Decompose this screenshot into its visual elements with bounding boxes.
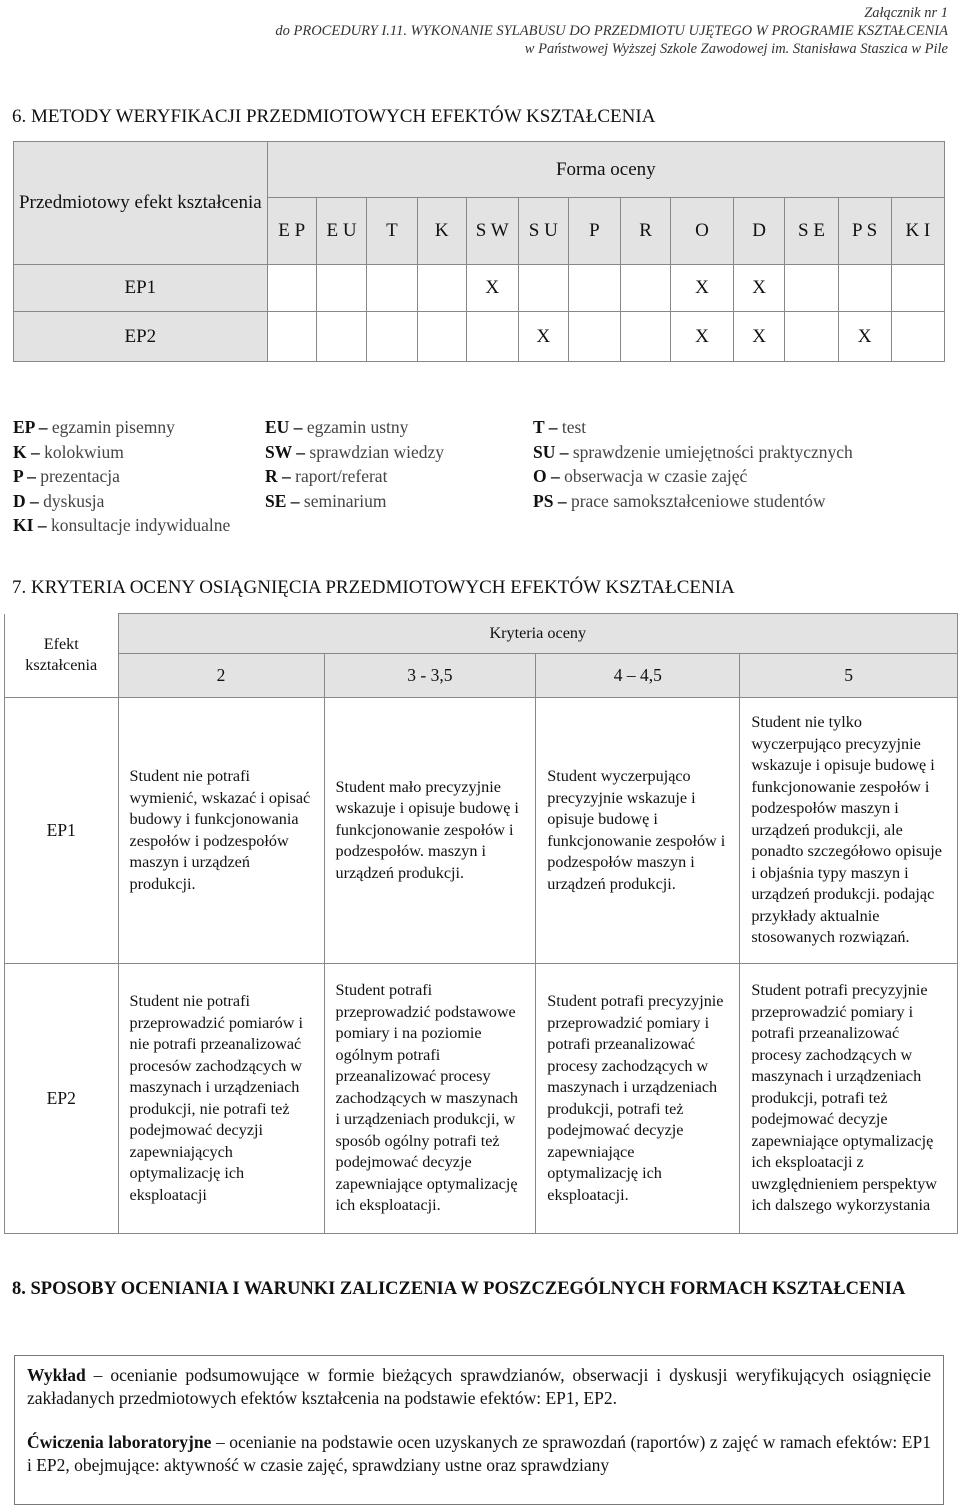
legend-description: sprawdzian wiedzy xyxy=(309,441,445,462)
assessment-criteria-table xyxy=(4,613,958,1234)
legend-dash: – xyxy=(555,441,573,462)
method-mark-cell: X xyxy=(838,312,891,362)
legend-description: obserwacja w czasie zajęć xyxy=(564,466,748,486)
assessment-paragraph xyxy=(27,1364,931,1410)
legend-dash: – xyxy=(33,515,51,535)
legend-code: P xyxy=(13,466,23,486)
legend-item xyxy=(533,415,586,440)
legend-code: SE xyxy=(265,490,287,511)
effect-row-label: EP1 xyxy=(14,265,268,312)
criteria-cell: Student nie potrafi wymienić, wskazać i opisać budowy i funkcjonowania zespołów i podzespołów maszyn i urządzeń produkcji. xyxy=(129,767,311,893)
criteria-cell: Student potrafi precyzyjnie przeprowadzić pomiary i potrafi przeanalizować procesy zachodzących w maszynach i urządzeniach produkcji, potrafi też podejmować decyzje zapewniające optymalizację ich eksploatacji z uwzględnieniem perspektyw ich dalszego wykorzystania xyxy=(751,981,937,1215)
method-mark-cell: X xyxy=(733,265,785,312)
form-description: – ocenianie podsumowujące w formie bieżących sprawdzianów, obserwacji i dyskusji weryfikujących osiągnięcie zakładanych przedmiotowych efektów kształcenia na podstawie efektów: EP1, EP2. xyxy=(27,1365,931,1408)
grade-header: 2 xyxy=(118,654,324,698)
legend-dash: – xyxy=(26,441,45,462)
method-mark-cell xyxy=(785,312,838,362)
legend-dash: – xyxy=(22,466,41,486)
legend-dash: – xyxy=(289,417,307,437)
header-attachment: Załącznik nr 1 xyxy=(864,5,948,21)
grade-header: 5 xyxy=(740,654,958,698)
criteria-cell: Student potrafi precyzyjnie przeprowadzić pomiary i potrafi przeanalizować procesy zachodzących w maszynach i urządzeniach produkcji, potrafi też podejmować decyzje zapewniające optymalizację ich eksploatacji. xyxy=(547,992,724,1204)
legend-dash: – xyxy=(277,466,296,486)
legend-code: T xyxy=(533,417,545,437)
method-mark-cell xyxy=(569,312,621,362)
section-8-title: 8. SPOSOBY OCENIANIA I WARUNKI ZALICZENIA W POSZCZEGÓLNYCH FORMACH KSZTAŁCENIA xyxy=(12,1279,906,1299)
grade-header: 4 – 4,5 xyxy=(536,654,740,698)
legend-description: egzamin pisemny xyxy=(51,417,175,437)
legend-code: SU xyxy=(533,441,556,462)
legend-code: D xyxy=(13,490,26,511)
effect-header: Efekt kształcenia xyxy=(5,614,119,698)
method-column-header: E P xyxy=(267,198,316,265)
method-column-header: S E xyxy=(785,198,838,265)
legend-dash: – xyxy=(286,490,304,511)
legend-item xyxy=(533,489,826,514)
method-mark-cell xyxy=(620,312,670,362)
method-mark-cell xyxy=(569,265,621,312)
legend-code: EU xyxy=(265,417,290,437)
legend-item xyxy=(533,464,747,489)
grade-header: 3 - 3,5 xyxy=(324,654,536,698)
criteria-cell: Student wyczerpująco precyzyjnie wskazuje i opisuje budowę i funkcjonowanie zespołów i podzespołów maszyn i urządzeń produkcji. xyxy=(547,767,726,893)
criteria-cell: Student potrafi przeprowadzić podstawowe pomiary i na poziomie ogólnym potrafi przeanalizować procesy zachodzących w maszynach i urządzeniach produkcji, w sposób ogólny potrafi też podejmować decyzje zapewniające optymalizację ich eksploatacji. xyxy=(335,981,518,1215)
form-label: Ćwiczenia laboratoryjne xyxy=(27,1432,212,1452)
effect-column-header: Przedmiotowy efekt kształcenia xyxy=(14,142,268,265)
legend-item xyxy=(13,415,175,440)
legend-item xyxy=(13,489,104,514)
document-header xyxy=(275,4,948,58)
effect-row-label: EP1 xyxy=(5,698,119,964)
method-mark-cell xyxy=(466,312,518,362)
method-column-header: S U xyxy=(518,198,568,265)
legend-item xyxy=(265,415,408,440)
method-mark-cell xyxy=(367,265,417,312)
method-column-header: K I xyxy=(891,198,944,265)
legend-code: SW xyxy=(265,441,292,462)
method-column-header: K xyxy=(417,198,466,265)
method-mark-cell xyxy=(891,265,944,312)
legend-description: prezentacja xyxy=(40,466,120,486)
legend-description: seminarium xyxy=(303,490,387,511)
section-6-title: 6. METODY WERYFIKACJI PRZEDMIOTOWYCH EFEKTÓW KSZTAŁCENIA xyxy=(12,106,656,127)
method-mark-cell xyxy=(785,265,838,312)
legend-dash: – xyxy=(291,441,310,462)
legend-description: dyskusja xyxy=(43,490,105,511)
legend-description: prace samokształceniowe studentów xyxy=(570,490,826,511)
legend-item xyxy=(265,440,444,465)
legend-description: kolokwium xyxy=(44,441,124,462)
legend-description: konsultacje indywidualne xyxy=(50,515,231,535)
method-column-header: S W xyxy=(466,198,518,265)
criteria-cell: Student nie potrafi przeprowadzić pomiarów i nie potrafi przeanalizować procesów zachodzących w maszynach i urządzeniach produkcji, nie potrafi też podejmować decyzji zapewniających optymalizację ich eksploatacji xyxy=(129,992,304,1204)
method-column-header: T xyxy=(367,198,417,265)
method-mark-cell xyxy=(417,265,466,312)
form-description: – ocenianie na podstawie ocen uzyskanych ze sprawozdań (raportów) z zajęć w ramach efektów: EP1 i EP2, obejmujące: aktywność w czasie zajęć, sprawdziany ustne oraz sprawdziany xyxy=(27,1432,931,1475)
effect-row-label: EP2 xyxy=(14,312,268,362)
method-mark-cell: X xyxy=(671,265,733,312)
method-column-header: D xyxy=(733,198,785,265)
legend-dash: – xyxy=(544,417,562,437)
forma-oceny-header: Forma oceny xyxy=(267,142,944,198)
kryteria-header: Kryteria oceny xyxy=(118,614,957,654)
method-mark-cell: X xyxy=(671,312,733,362)
method-column-header: P xyxy=(569,198,621,265)
criteria-cell: Student mało precyzyjnie wskazuje i opisuje budowę i funkcjonowanie zespołów i podzespołów. maszyn i urządzeń produkcji. xyxy=(335,777,519,882)
assessment-methods-box xyxy=(14,1355,944,1505)
method-mark-cell xyxy=(838,265,891,312)
legend-code: KI xyxy=(13,515,34,535)
legend-dash: – xyxy=(25,490,44,511)
method-mark-cell xyxy=(891,312,944,362)
legend-description: egzamin ustny xyxy=(306,417,409,437)
method-mark-cell xyxy=(620,265,670,312)
legend-item xyxy=(13,440,124,465)
legend-code: O xyxy=(533,466,547,486)
method-mark-cell: X xyxy=(518,312,568,362)
method-mark-cell xyxy=(267,265,316,312)
legend-description: sprawdzenie umiejętności praktycznych xyxy=(572,441,853,462)
method-mark-cell: X xyxy=(466,265,518,312)
method-column-header: P S xyxy=(838,198,891,265)
legend-item xyxy=(13,464,120,489)
legend-dash: – xyxy=(34,417,52,437)
legend-item xyxy=(533,440,853,465)
legend-item xyxy=(265,489,387,514)
method-column-header: R xyxy=(620,198,670,265)
form-label: Wykład xyxy=(27,1365,86,1385)
method-mark-cell xyxy=(417,312,466,362)
effect-row-label: EP2 xyxy=(5,964,119,1234)
header-procedure: do PROCEDURY I.11. WYKONANIE SYLABUSU DO PRZEDMIOTU UJĘTEGO W PROGRAMIE KSZTAŁCENIA xyxy=(275,23,948,39)
method-mark-cell xyxy=(367,312,417,362)
method-column-header: E U xyxy=(316,198,366,265)
assessment-paragraph xyxy=(27,1431,931,1477)
legend-item xyxy=(13,513,230,538)
header-school: w Państwowej Wyższej Szkole Zawodowej im. Stanisława Staszica w Pile xyxy=(524,41,948,57)
method-mark-cell: X xyxy=(733,312,785,362)
section-7-title: 7. KRYTERIA OCENY OSIĄGNIĘCIA PRZEDMIOTOWYCH EFEKTÓW KSZTAŁCENIA xyxy=(12,577,735,598)
legend-dash: – xyxy=(553,490,571,511)
legend-dash: – xyxy=(546,466,565,486)
legend-code: K xyxy=(13,441,27,462)
legend-code: PS xyxy=(533,490,554,511)
legend-item xyxy=(265,464,387,489)
legend-code: EP xyxy=(13,417,35,437)
legend-code: R xyxy=(265,466,278,486)
method-mark-cell xyxy=(518,265,568,312)
method-mark-cell xyxy=(316,265,366,312)
verification-methods-table xyxy=(13,141,945,362)
legend-description: raport/referat xyxy=(295,466,388,486)
method-mark-cell xyxy=(316,312,366,362)
legend-description: test xyxy=(561,417,587,437)
method-column-header: O xyxy=(671,198,733,265)
method-mark-cell xyxy=(267,312,316,362)
criteria-cell: Student nie tylko wyczerpująco precyzyjnie wskazuje i opisuje budowę i funkcjonowanie zespołów i podzespołów maszyn i urządzeń produkcji, ale ponadto szczegółowo opisuje i objaśnia typy maszyn i urządzeń produkcji. podając przykłady aktualnie stosowanych rozwiązań. xyxy=(751,713,942,947)
